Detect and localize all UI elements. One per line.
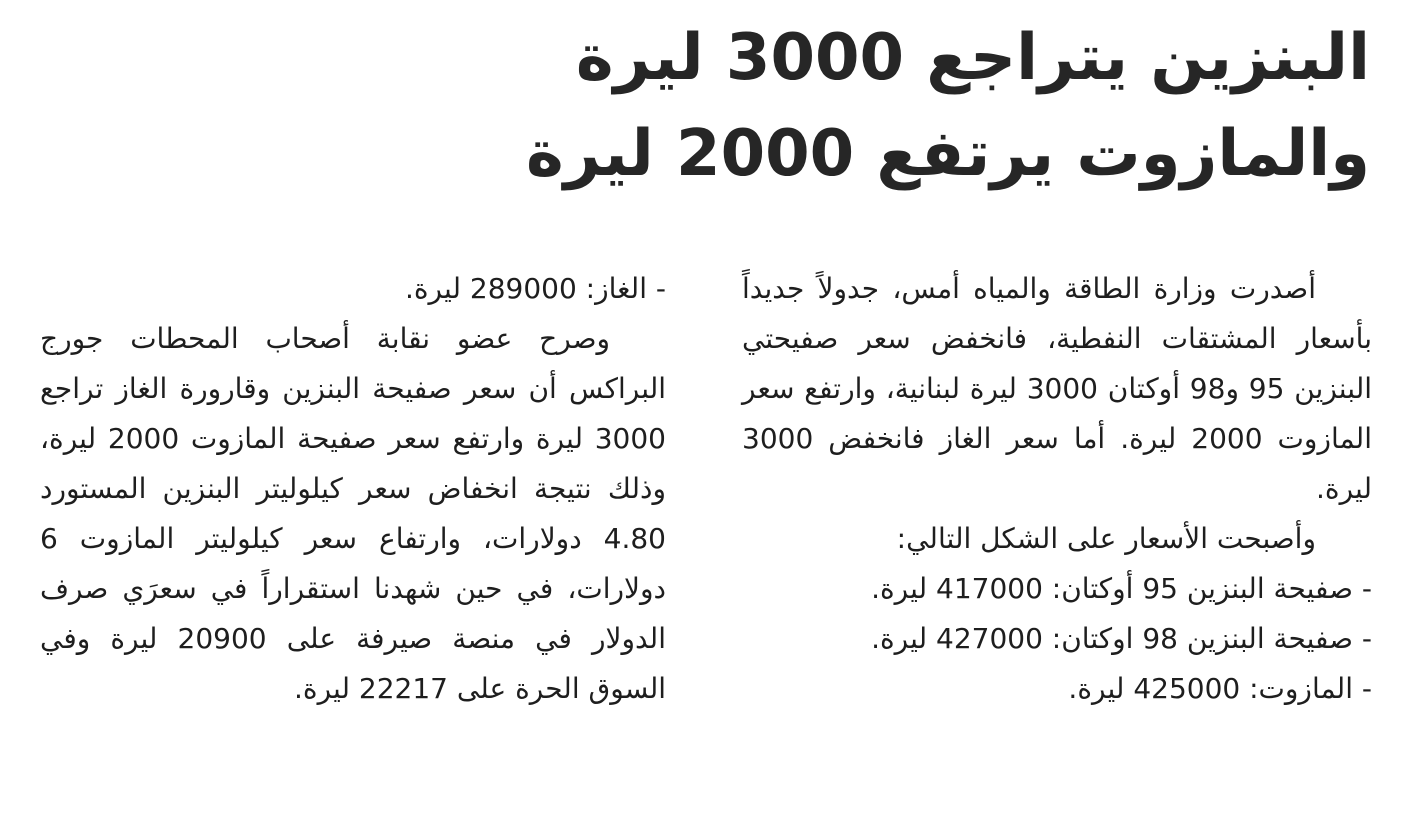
price-item-gas: - الغاز: 289000 ليرة. — [404, 272, 666, 305]
prices-heading: وأصبحت الأسعار على الشكل التالي: — [896, 522, 1316, 555]
headline-line-1: البنزين يتراجع 3000 ليرة — [575, 21, 1370, 95]
price-item-benzine-95: - صفيحة البنزين 95 أوكتان: 417000 ليرة. — [871, 572, 1372, 605]
headline-line-2: والمازوت يرتفع 2000 ليرة — [526, 117, 1370, 191]
price-item-mazout: - المازوت: 425000 ليرة. — [1068, 672, 1372, 705]
article-column-left — [40, 264, 666, 714]
statement-paragraph: وصرح عضو نقابة أصحاب المحطات جورج البراكس أن سعر صفيحة البنزين وقارورة الغاز تراجع 3000 ليرة وارتفع سعر صفيحة المازوت 2000 ليرة، وذلك نتيجة انخفاض سعر كيلوليتر البنزين المستورد 4.80 دولارات، وارتفاع سعر كيلوليتر المازوت 6 دولارات، في حين شهدنا استقراراً في سعرَي صرف الدولار في منصة صيرفة على 20900 ليرة وفي السوق الحرة على 22217 ليرة. — [40, 322, 666, 705]
price-item-benzine-98: - صفيحة البنزين 98 اوكتان: 427000 ليرة. — [871, 622, 1372, 655]
headline — [470, 10, 1370, 202]
article-column-right — [742, 264, 1372, 714]
intro-paragraph: أصدرت وزارة الطاقة والمياه أمس، جدولاً جديداً بأسعار المشتقات النفطية، فانخفض سعر صفيحتي البنزين 95 و98 أوكتان 3000 ليرة لبنانية، وارتفع سعر المازوت 2000 ليرة. أما سعر الغاز فانخفض 3000 ليرة. — [742, 272, 1373, 505]
